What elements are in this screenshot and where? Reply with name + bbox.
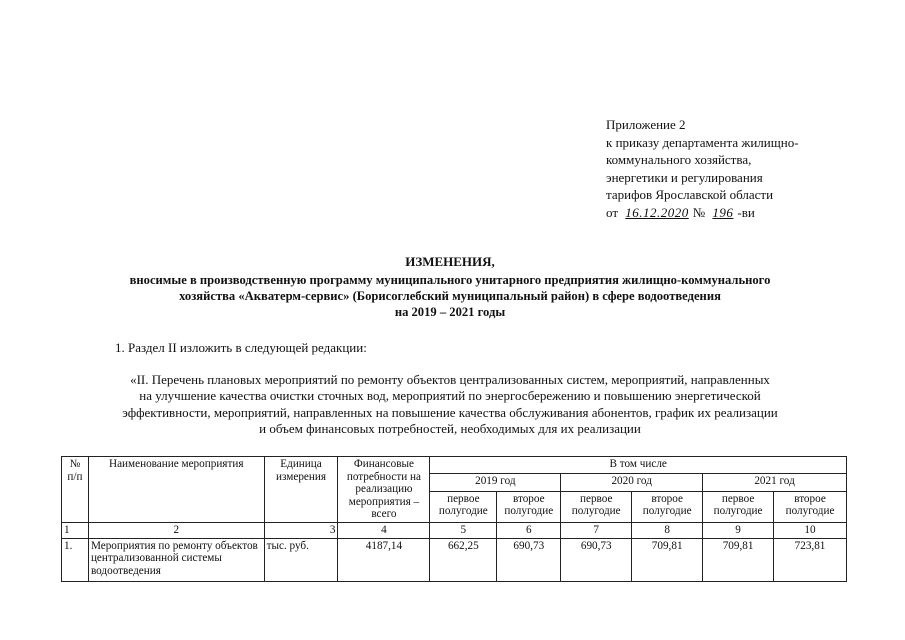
appendix-line: к приказу департамента жилищно- [606,134,799,150]
number-suffix: -ви [737,204,755,220]
column-index: 10 [774,522,847,538]
plan-table [61,456,847,582]
header-year-2020: 2020 год [561,474,703,491]
header-year-2019: 2019 год [430,474,561,491]
section-text [55,372,845,438]
column-index: 6 [497,522,561,538]
document-title [40,254,860,320]
header-first-half: первое полугодие [703,491,774,522]
row-2020-h2: 709,81 [632,538,703,581]
column-index: 9 [703,522,774,538]
section-text-line: на улучшение качества очистки сточных вод, мероприятий по энергосбережению и повышению энергетической [139,388,761,404]
table-row [62,538,847,581]
order-date: 16.12.2020 [625,204,689,220]
column-index: 7 [561,522,632,538]
header-row [62,457,847,474]
order-date-number [606,204,866,222]
column-index: 5 [430,522,497,538]
section-text-line: и объем финансовых потребностей, необходимых для их реализации [259,421,641,437]
title-line: на 2019 – 2021 годы [394,305,506,319]
row-2019-h2: 690,73 [497,538,561,581]
title-line: хозяйства «Акватерм-сервис» (Борисоглебский муниципальный район) в сфере водоотведения [179,289,721,303]
column-index-row [62,522,847,538]
row-measure-name: Мероприятия по ремонту объектов централизованной системы водоотведения [88,538,264,581]
appendix-line: тарифов Ярославской области [606,187,774,203]
section-text-line: эффективности, мероприятий, направленных на повышение качества обслуживания абонентов, график их реализации [122,404,778,420]
header-name: Наименование мероприятия [88,457,264,523]
header-num: № п/п [62,457,89,523]
header-unit: Единица измерения [264,457,338,523]
row-unit: тыс. руб. [264,538,338,581]
row-2020-h1: 690,73 [561,538,632,581]
header-including: В том числе [430,457,847,474]
appendix-header [606,116,866,222]
column-index: 1 [62,522,89,538]
header-year-2021: 2021 год [703,474,847,491]
order-number: 196 [712,204,734,220]
section-text-line: «II. Перечень плановых мероприятий по ремонту объектов централизованных систем, мероприятий, направленных [130,372,770,387]
header-first-half: первое полугодие [561,491,632,522]
header-second-half: второе полугодие [774,491,847,522]
appendix-line: энергетики и регулирования [606,169,763,185]
row-2019-h1: 662,25 [430,538,497,581]
from-label: от [606,204,619,220]
appendix-line: коммунального хозяйства, [606,152,752,168]
row-2021-h2: 723,81 [774,538,847,581]
header-first-half: первое полугодие [430,491,497,522]
number-label: № [692,204,706,220]
column-index: 2 [88,522,264,538]
column-index: 3 [264,522,338,538]
header-finance: Финансовые потребности на реализацию мероприятия – всего [338,457,430,523]
title-heading: ИЗМЕНЕНИЯ, [405,254,495,269]
appendix-title: Приложение 2 [606,117,686,132]
row-2021-h1: 709,81 [703,538,774,581]
column-index: 8 [632,522,703,538]
title-line: вносимые в производственную программу муниципального унитарного предприятия жилищно-коммунального [129,273,771,287]
row-total: 4187,14 [338,538,430,581]
header-second-half: второе полугодие [497,491,561,522]
header-second-half: второе полугодие [632,491,703,522]
section-instruction: 1. Раздел II изложить в следующей редакции: [115,340,367,355]
column-index: 4 [338,522,430,538]
row-number: 1. [62,538,89,581]
